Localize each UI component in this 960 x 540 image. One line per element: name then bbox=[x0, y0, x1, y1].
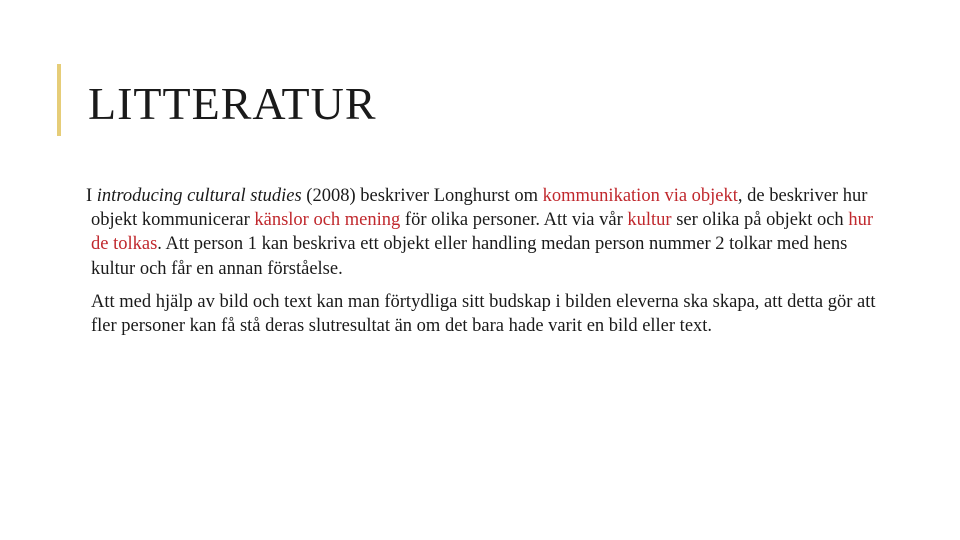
paragraph-literature bbox=[86, 184, 881, 281]
paragraph-image-text: Att med hjälp av bild och text kan man förtydliga sitt budskap i bilden eleverna ska skapa, att detta gör att fler personer kan få stå deras slutresultat än om det bara hade varit en bild eller text. bbox=[91, 291, 876, 337]
book-title: introducing cultural studies bbox=[96, 186, 302, 206]
highlighted-term: kultur bbox=[627, 210, 672, 231]
text-segment: för olika personer. Att via vår bbox=[400, 210, 628, 231]
highlighted-term: känslor och mening bbox=[254, 210, 401, 231]
highlighted-term: hur de tolkas bbox=[91, 210, 873, 255]
slide-body bbox=[86, 184, 881, 347]
text-segment: (2008) beskriver Longhurst om bbox=[301, 186, 543, 206]
text-segment: I bbox=[86, 186, 97, 206]
slide-title: LITTERATUR bbox=[88, 78, 377, 129]
text-segment: , de beskriver hur objekt kommunicerar bbox=[91, 186, 868, 231]
highlighted-term: kommunikation via objekt bbox=[542, 186, 738, 206]
text-segment: ser olika på objekt och bbox=[671, 210, 849, 231]
title-accent-bar bbox=[57, 64, 61, 136]
text-segment: . Att person 1 kan beskriva ett objekt eller handling medan person nummer 2 tolkar med hens kultur och får en annan förståelse. bbox=[91, 234, 848, 279]
